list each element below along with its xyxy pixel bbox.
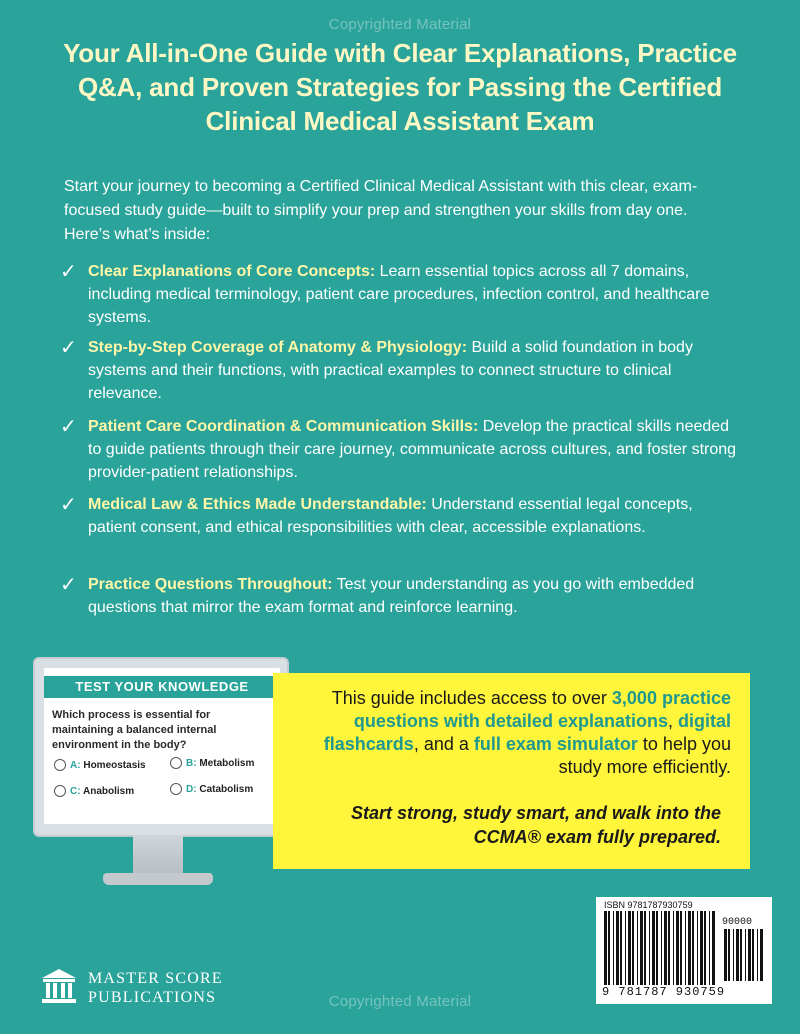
monitor-base bbox=[103, 873, 213, 885]
isbn-label: ISBN 9781787930759 bbox=[604, 900, 693, 910]
checkmark-icon: ✓ bbox=[60, 574, 77, 596]
promo-text: This guide includes access to over 3,000 practice questions with detailed explanations, digital flashcards, and a full exam simulator to help you study more efficiently. bbox=[323, 688, 731, 777]
feature-text: Test your understanding as you go with embedded questions that mirror the exam format and reinforce learning. bbox=[88, 576, 695, 616]
publisher-name: MASTER SCORE PUBLICATIONS bbox=[88, 970, 223, 1006]
promo-panel bbox=[273, 673, 750, 869]
quiz-option: A: Homeostasis bbox=[54, 759, 146, 771]
radio-icon bbox=[170, 757, 182, 769]
quiz-card bbox=[44, 668, 280, 824]
feature-title: Medical Law & Ethics Made Understandable: bbox=[88, 496, 427, 513]
page-title: Your All-in-One Guide with Clear Explanations, Practice Q&A, and Proven Strategies for Passing the Certified Clinical Medical Assistant Exam bbox=[63, 38, 737, 136]
watermark-top: Copyrighted Material bbox=[328, 16, 472, 33]
feature-title: Practice Questions Throughout: bbox=[88, 576, 333, 593]
feature-title: Clear Explanations of Core Concepts: bbox=[88, 263, 376, 280]
barcode-bars bbox=[604, 911, 718, 985]
quiz-question: Which process is essential for maintaining a balanced internal environment in the body? bbox=[52, 709, 217, 751]
feature-title: Patient Care Coordination & Communication Skills: bbox=[88, 418, 479, 435]
feature-text: Understand essential legal concepts, patient consent, and ethical responsibilities with clear, accessible explanations. bbox=[88, 496, 693, 536]
promo-highlight: full exam simulator bbox=[473, 734, 638, 754]
intro-paragraph: Start your journey to becoming a Certified Clinical Medical Assistant with this clear, exam-focused study guide—built to simplify your prep and strengthen your skills from day one. Here’s what’s inside: bbox=[64, 178, 698, 243]
feature-text: Develop the practical skills needed to guide patients through their care journey, communicate across cultures, and foster strong provider-patient relationships. bbox=[88, 418, 737, 481]
feature-text: Build a solid foundation in body systems and their functions, with practical examples to connect structure to clinical relevance. bbox=[88, 339, 693, 402]
quiz-option: D: Catabolism bbox=[170, 783, 253, 795]
monitor-screen bbox=[33, 657, 289, 837]
monitor-stand bbox=[133, 835, 183, 875]
promo-highlight: digital flashcards bbox=[323, 711, 731, 754]
monitor-illustration bbox=[33, 657, 287, 890]
radio-icon bbox=[54, 785, 66, 797]
promo-closing: Start strong, study smart, and walk into the CCMA® exam fully prepared. bbox=[350, 803, 721, 847]
promo-highlight: 3,000 practice questions with detailed explanations bbox=[353, 688, 731, 731]
price-barcode-bars bbox=[724, 929, 766, 981]
radio-icon bbox=[170, 783, 182, 795]
checkmark-icon: ✓ bbox=[60, 416, 77, 438]
feature-text: Learn essential topics across all 7 domains, including medical terminology, patient care procedures, infection control, and healthcare systems. bbox=[88, 263, 710, 326]
quiz-option: B: Metabolism bbox=[170, 757, 254, 769]
watermark-bottom: Copyrighted Material bbox=[328, 993, 472, 1010]
isbn-barcode bbox=[596, 897, 772, 1004]
isbn-digits: 9 781787 930759 bbox=[602, 985, 726, 999]
radio-icon bbox=[54, 759, 66, 771]
price-code: 90000 bbox=[722, 917, 753, 928]
quiz-option: C: Anabolism bbox=[54, 785, 134, 797]
feature-title: Step-by-Step Coverage of Anatomy & Physiology: bbox=[88, 339, 468, 356]
checkmark-icon: ✓ bbox=[60, 494, 77, 516]
quiz-header: TEST YOUR KNOWLEDGE bbox=[44, 676, 280, 698]
checkmark-icon: ✓ bbox=[60, 337, 77, 359]
checkmark-icon: ✓ bbox=[60, 261, 77, 283]
